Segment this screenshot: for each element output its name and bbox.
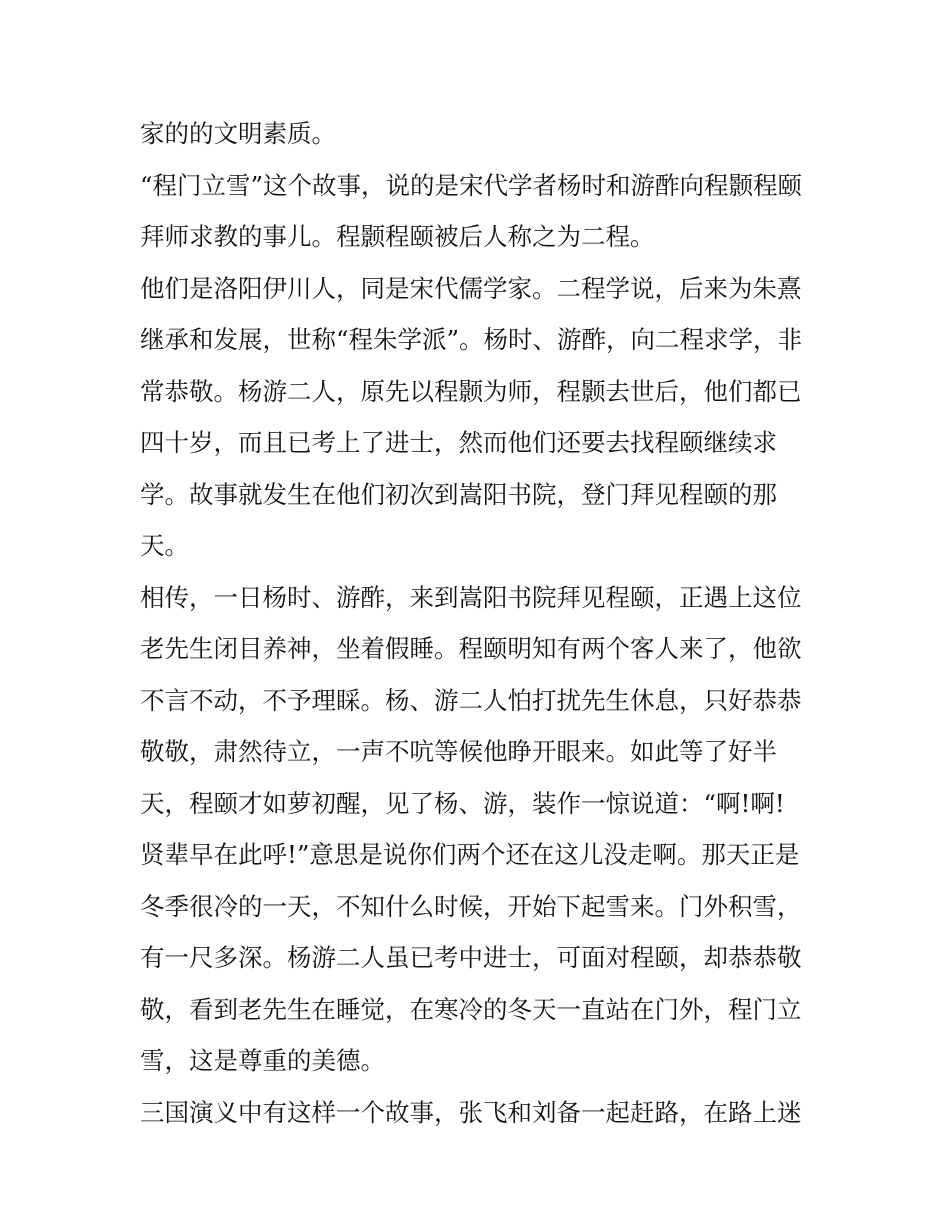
text-line: 家的的文明素质。 — [140, 119, 336, 148]
text-line: 贤辈早在此呼!”意思是说你们两个还在这儿没走啊。那天正是 — [140, 840, 800, 869]
body-text — [140, 108, 830, 1138]
text-line: “程门立雪”这个故事，说的是宋代学者杨时和游酢向程颢程颐 — [140, 170, 803, 200]
text-line: 不言不动，不予理睬。杨、游二人怕打扰先生休息，只好恭恭 — [140, 685, 802, 715]
text-line: 四十岁，而且已考上了进士，然而他们还要去找程颐继续求 — [140, 428, 777, 457]
text-line: 拜师求教的事儿。程颢程颐被后人称之为二程。 — [140, 222, 655, 251]
text-line: 敬敬，肃然待立，一声不吭等候他睁开眼来。如此等了好半 — [140, 737, 777, 766]
text-line: 老先生闭目养神，坐着假睡。程颐明知有两个客人来了，他欲 — [140, 634, 802, 663]
text-line: 相传，一日杨时、游酢，来到嵩阳书院拜见程颐，正遇上这位 — [140, 582, 802, 612]
text-line: 有一尺多深。杨游二人虽已考中进士，可面对程颐，却恭恭敬 — [140, 943, 802, 972]
text-line: 继承和发展，世称“程朱学派”。杨时、游酢，向二程求学，非 — [140, 325, 803, 354]
text-line: 三国演义中有这样一个故事，张飞和刘备一起赶路，在路上迷 — [140, 1097, 802, 1127]
text-line: 冬季很冷的一天，不知什么时候，开始下起雪来。门外积雪， — [140, 891, 802, 921]
text-line: 雪，这是尊重的美德。 — [140, 1046, 385, 1075]
text-line: 天。 — [140, 531, 189, 560]
text-line: 天，程颐才如萝初醒，见了杨、游，装作一惊说道：“啊!啊! — [140, 788, 785, 818]
text-line: 敬，看到老先生在睡觉，在寒冷的冬天一直站在门外，程门立 — [140, 994, 802, 1024]
text-line: 常恭敬。杨游二人，原先以程颢为师，程颢去世后，他们都已 — [140, 376, 802, 406]
text-line: 学。故事就发生在他们初次到嵩阳书院，登门拜见程颐的那 — [140, 479, 777, 509]
text-line: 他们是洛阳伊川人，同是宋代儒学家。二程学说，后来为朱熹 — [140, 273, 802, 303]
